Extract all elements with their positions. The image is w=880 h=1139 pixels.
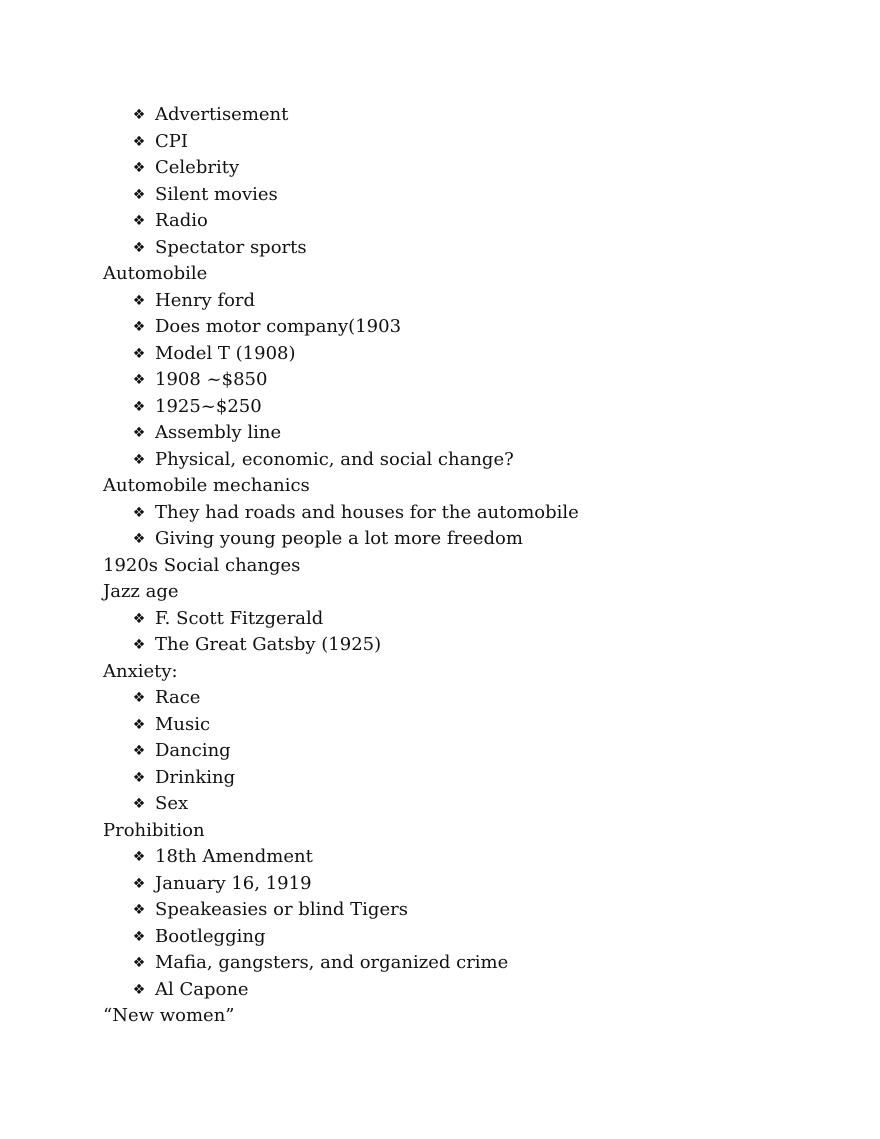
bullet-item [0, 765, 880, 792]
bullet-text: Speakeasies or blind Tigers [155, 899, 408, 920]
bullet-item [0, 394, 880, 421]
bullet-item [0, 129, 880, 156]
bullet-text: They had roads and houses for the automobile [155, 501, 579, 523]
bullet-text: CPI [155, 130, 188, 152]
diamond-bullet-icon: ❖ [132, 610, 146, 627]
bullet-text: Celebrity [155, 157, 240, 178]
bullet-text: Mafia, gangsters, and organized crime [155, 952, 509, 973]
bullet-text: Sex [155, 793, 189, 814]
bullet-item [0, 791, 880, 818]
diamond-bullet-icon: ❖ [132, 319, 146, 335]
diamond-bullet-icon: ❖ [132, 239, 146, 256]
bullet-item [0, 367, 880, 394]
bullet-text: 18th Amendment [155, 846, 313, 867]
section-heading: Anxiety: [103, 660, 178, 682]
diamond-bullet-icon: ❖ [132, 425, 146, 441]
bullet-text: Physical, economic, and social change? [155, 448, 514, 470]
bullet-item [0, 738, 880, 765]
diamond-bullet-icon: ❖ [132, 902, 146, 918]
section-heading: Prohibition [103, 819, 205, 841]
bullet-text: The Great Gatsby (1925) [155, 634, 382, 655]
bullet-text: F. Scott Fitzgerald [155, 607, 324, 629]
bullet-item [0, 341, 880, 368]
diamond-bullet-icon: ❖ [132, 107, 146, 123]
diamond-bullet-icon: ❖ [132, 769, 146, 786]
bullet-text: Bootlegging [155, 925, 266, 947]
bullet-item [0, 288, 880, 315]
bullet-item [0, 182, 880, 209]
diamond-bullet-icon: ❖ [132, 955, 146, 971]
bullet-item [0, 526, 880, 553]
bullet-text: 1925~$250 [155, 395, 262, 417]
diamond-bullet-icon: ❖ [132, 716, 146, 733]
bullet-text: January 16, 1919 [155, 872, 312, 894]
diamond-bullet-icon: ❖ [132, 345, 146, 362]
bullet-item [0, 924, 880, 951]
diamond-bullet-icon: ❖ [132, 928, 146, 945]
bullet-text: Assembly line [155, 422, 282, 443]
diamond-bullet-icon: ❖ [132, 160, 146, 176]
bullet-item [0, 897, 880, 924]
section-heading: “New women” [103, 1005, 235, 1026]
bullet-item [0, 447, 880, 474]
bullet-text: Dancing [155, 740, 231, 761]
bullet-item [0, 500, 880, 527]
diamond-bullet-icon: ❖ [132, 186, 146, 203]
section-heading: Automobile [103, 263, 208, 284]
bullet-text: Radio [155, 210, 208, 231]
section-heading: 1920s Social changes [103, 554, 301, 576]
diamond-bullet-icon: ❖ [132, 849, 146, 865]
diamond-bullet-icon: ❖ [132, 451, 146, 468]
diamond-bullet-icon: ❖ [132, 690, 146, 706]
diamond-bullet-icon: ❖ [132, 981, 146, 998]
document-page [0, 102, 880, 1030]
diamond-bullet-icon: ❖ [132, 637, 146, 653]
bullet-text: Race [155, 687, 201, 708]
bullet-text: Silent movies [155, 183, 278, 205]
bullet-item [0, 208, 880, 235]
diamond-bullet-icon: ❖ [132, 213, 146, 229]
diamond-bullet-icon: ❖ [132, 875, 146, 892]
bullet-item [0, 155, 880, 182]
bullet-item [0, 606, 880, 633]
bullet-item [0, 102, 880, 129]
bullet-text: Does motor company(1903 [155, 316, 402, 337]
bullet-item [0, 235, 880, 262]
diamond-bullet-icon: ❖ [132, 133, 146, 150]
bullet-item [0, 314, 880, 341]
bullet-text: Al Capone [155, 978, 249, 1000]
bullet-item [0, 420, 880, 447]
bullet-item [0, 685, 880, 712]
diamond-bullet-icon: ❖ [132, 743, 146, 759]
bullet-text: Music [155, 713, 211, 735]
diamond-bullet-icon: ❖ [132, 796, 146, 812]
bullet-item [0, 712, 880, 739]
section-heading: Automobile mechanics [103, 475, 310, 496]
diamond-bullet-icon: ❖ [132, 292, 146, 309]
bullet-text: Spectator sports [155, 236, 307, 258]
bullet-text: 1908 ~$850 [155, 369, 268, 390]
bullet-text: Drinking [155, 766, 236, 788]
diamond-bullet-icon: ❖ [132, 504, 146, 521]
diamond-bullet-icon: ❖ [132, 531, 146, 547]
bullet-item [0, 632, 880, 659]
bullet-item [0, 871, 880, 898]
section-heading: Jazz age [103, 581, 179, 602]
bullet-text: Giving young people a lot more freedom [155, 528, 523, 549]
bullet-item [0, 844, 880, 871]
bullet-item [0, 950, 880, 977]
bullet-item [0, 977, 880, 1004]
diamond-bullet-icon: ❖ [132, 372, 146, 388]
bullet-text: Henry ford [155, 289, 256, 311]
bullet-text: Model T (1908) [155, 342, 296, 364]
diamond-bullet-icon: ❖ [132, 398, 146, 415]
bullet-text: Advertisement [155, 104, 289, 125]
